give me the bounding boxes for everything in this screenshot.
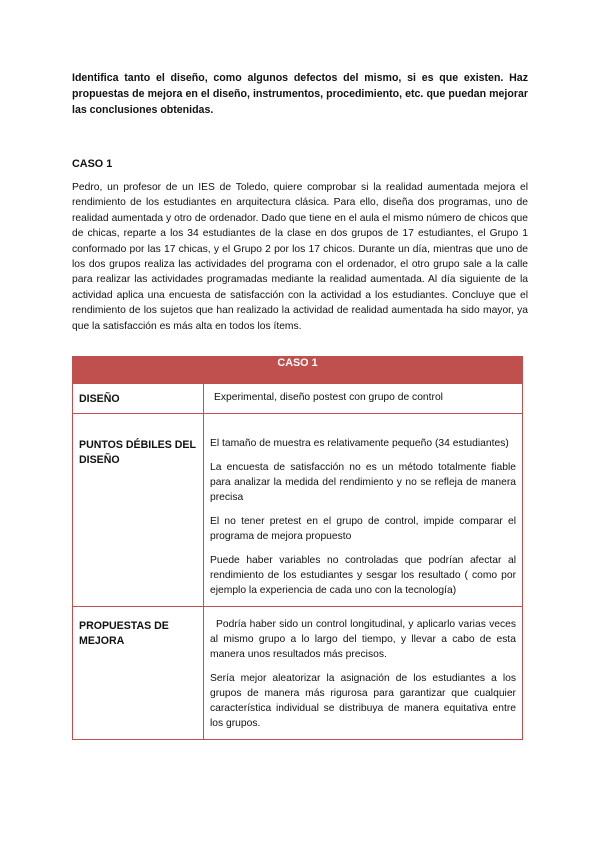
table-row-weak-points <box>73 414 523 607</box>
design-item: Experimental, diseño postest con grupo de control <box>214 392 443 403</box>
row-content-proposals <box>204 607 523 740</box>
table-row-design <box>73 384 523 414</box>
row-label-proposals: PROPUESTAS DE MEJORA <box>73 607 204 740</box>
row-label-weak-points: PUNTOS DÉBILES DEL DISEÑO <box>73 414 204 607</box>
proposal-item: Podría haber sido un control longitudinal, y aplicarlo varias veces al mismo grupo a lo largo del tiempo, y llevar a cabo de esta manera unos resultados más precisos. <box>210 619 516 660</box>
case-table <box>72 356 523 740</box>
row-content-design <box>204 384 523 414</box>
proposal-item: Sería mejor aleatorizar la asignación de los estudiantes a los grupos de manera más rigurosa para garantizar que cualquier característica individual se distribuya de manera equitativa entre los grupos. <box>210 673 516 729</box>
weak-point-item: El tamaño de muestra es relativamente pequeño (34 estudiantes) <box>210 438 509 449</box>
case-heading: CASO 1 <box>72 158 113 170</box>
weak-point-item: La encuesta de satisfacción no es un método totalmente fiable para analizar la medida del rendimiento y no se refleja de manera precisa <box>210 462 516 503</box>
row-label-design: DISEÑO <box>73 384 204 414</box>
case-paragraph: Pedro, un profesor de un IES de Toledo, quiere comprobar si la realidad aumentada mejora el rendimiento de los estudiantes en arquitectura clásica. Para ello, diseña dos programas, uno de realidad aumentada y otro de ordenador. Dado que tiene en el aula el mismo número de chicos que de chicas, reparte a los 34 estudiantes de la clase en dos grupos de 17 estudiantes, el Grupo 1 conformado por las 17 chicas, y el Grupo 2 por los 17 chicos. Durante un día, mientras que uno de los dos grupos realiza las actividades del programa con el ordenador, el otro grupo sale a la calle para realizar las actividades programadas mediante la realidad aumentada. Al día siguiente de la actividad aplica una encuesta de satisfacción con la actividad a los estudiantes. Concluye que el rendimiento de los sujetos que han realizado la actividad de realidad aumentada ha sido mayor, ya que la satisfacción es más alta en todos los ítems. <box>72 182 528 332</box>
table-title: CASO 1 <box>73 357 523 384</box>
intro-instructions: Identifica tanto el diseño, como algunos defectos del mismo, si es que existen. Haz propuestas de mejora en el diseño, instrumentos, procedimiento, etc. que puedan mejorar las conclusiones obtenidas. <box>72 72 528 116</box>
weak-point-item: El no tener pretest en el grupo de control, impide comparar el programa de mejora propuesto <box>210 516 516 542</box>
table-header-row <box>73 357 523 384</box>
weak-point-item: Puede haber variables no controladas que podrían afectar al rendimiento de los estudiantes y sesgar los resultado ( como por ejemplo la experiencia de cada uno con la tecnología) <box>210 555 516 596</box>
row-content-weak-points <box>204 414 523 607</box>
table-row-proposals <box>73 607 523 740</box>
